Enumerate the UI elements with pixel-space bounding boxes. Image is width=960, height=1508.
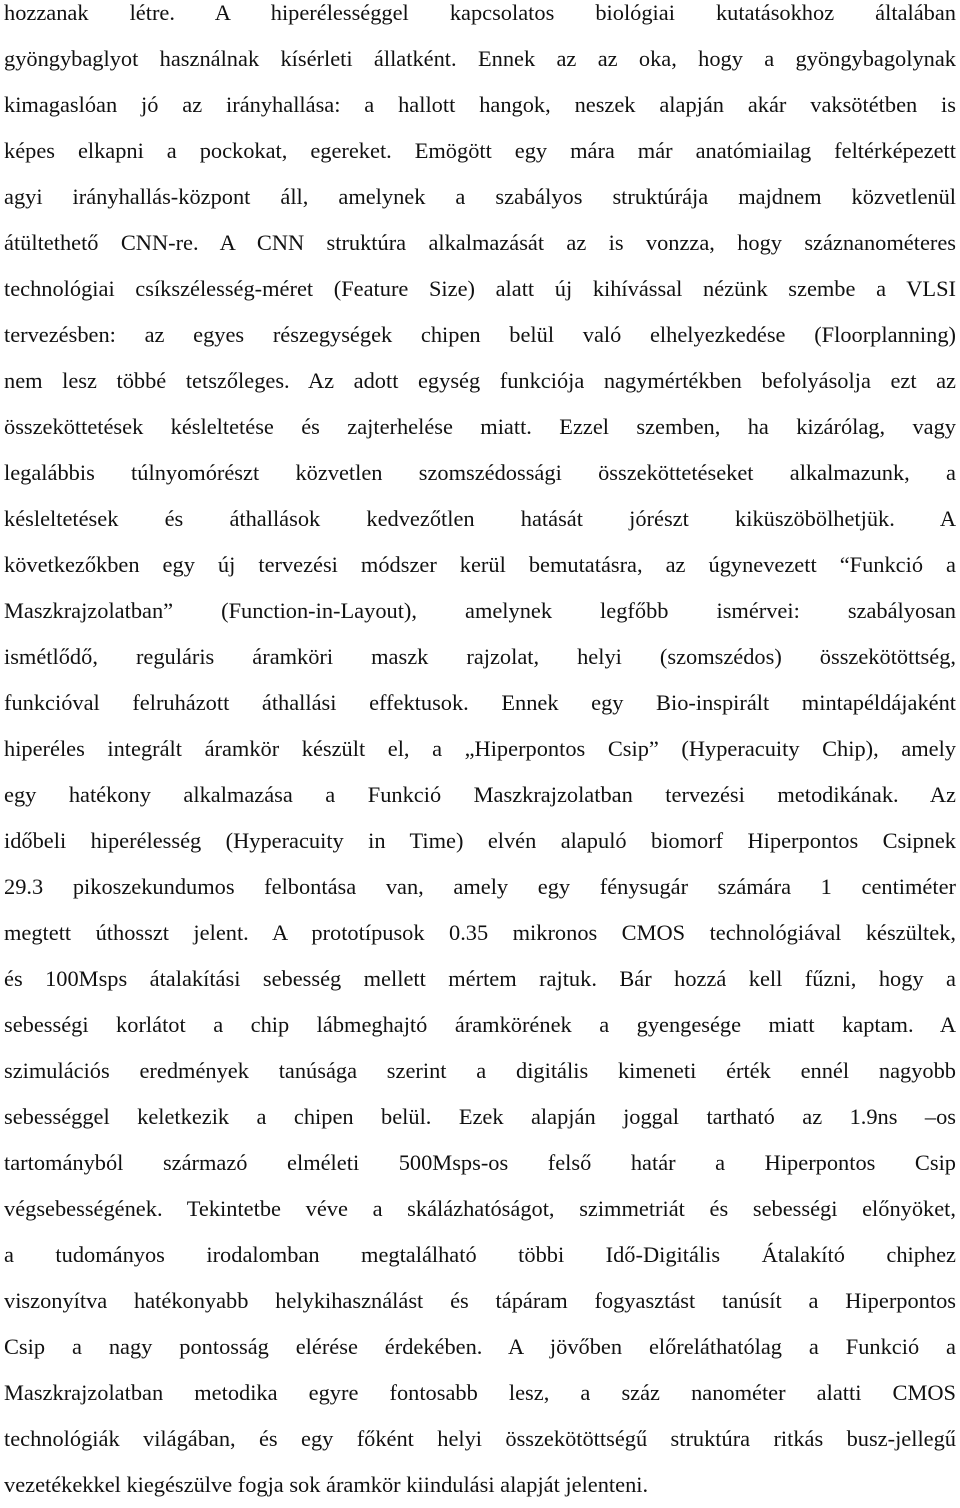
text-line: sebességi korlátot a chip lábmeghajtó áramkörének a gyengesége miatt kaptam. A (4, 1012, 956, 1037)
text-line: egy hatékony alkalmazása a Funkció Maszkrajzolatban tervezési metodikának. Az (4, 782, 956, 807)
text-line: technológiai csíkszélesség-méret (Feature Size) alatt új kihívással nézünk szembe a VLSI (4, 276, 956, 301)
text-line: tervezésben: az egyes részegységek chipen belül való elhelyezkedése (Floorplanning) (4, 322, 956, 347)
text-line: Maszkrajzolatban” (Function-in-Layout), amelynek legfőbb ismérvei: szabályosan (4, 598, 956, 623)
text-line: és 100Msps átalakítási sebesség mellett mértem rajtuk. Bár hozzá kell fűzni, hogy a (4, 966, 956, 991)
text-line: szimulációs eredmények tanúsága szerint a digitális kimeneti érték ennél nagyobb (4, 1058, 956, 1083)
text-line: átültethető CNN-re. A CNN struktúra alkalmazását az is vonzza, hogy száznanométeres (4, 230, 956, 255)
text-line: késleltetések és áthallások kedvezőtlen hatását jórészt kiküszöbölhetjük. A (4, 506, 956, 531)
text-line: gyöngybaglyot használnak kísérleti állatként. Ennek az az oka, hogy a gyöngybagolynak (4, 46, 956, 71)
text-line: képes elkapni a pockokat, egereket. Emögött egy mára már anatómiailag feltérképezett (4, 138, 956, 163)
text-line: vezetékekkel kiegészülve fogja sok áramkör kiindulási alapját jelenteni. (4, 1472, 649, 1497)
text-line: kimagaslóan jó az irányhallása: a hallott hangok, neszek alapján akár vaksötétben is (4, 92, 956, 117)
text-line: ismétlődő, reguláris áramköri maszk rajzolat, helyi (szomszédos) összekötöttség, (4, 644, 956, 669)
text-line: sebességgel keletkezik a chipen belül. Ezek alapján joggal tartható az 1.9ns –os (4, 1104, 956, 1129)
text-line: a tudományos irodalomban megtalálható többi Idő-Digitális Átalakító chiphez (4, 1242, 956, 1267)
text-line: viszonyítva hatékonyabb helykihasználást és tápáram fogyasztást tanúsít a Hiperpontos (4, 1288, 956, 1313)
text-line: végsebességének. Tekintetbe véve a skálázhatóságot, szimmetriát és sebességi előnyöket, (4, 1196, 956, 1221)
text-line: hozzanak létre. A hiperélességgel kapcsolatos biológiai kutatásokhoz általában (4, 0, 956, 25)
text-line: technológiák világában, és egy főként helyi összekötöttségű struktúra ritkás busz-jellegű (4, 1426, 956, 1451)
text-line: hiperéles integrált áramkör készült el, a „Hiperpontos Csip” (Hyperacuity Chip), amely (4, 736, 956, 761)
body-paragraph (4, 0, 956, 1508)
text-line: Maszkrajzolatban metodika egyre fontosabb lesz, a száz nanométer alatti CMOS (4, 1380, 956, 1405)
text-line: agyi irányhallás-központ áll, amelynek a szabályos struktúrája majdnem közvetlenül (4, 184, 956, 209)
text-line: funkcióval felruházott áthallási effektusok. Ennek egy Bio-inspirált mintapéldájaként (4, 690, 956, 715)
text-line: Csip a nagy pontosság elérése érdekében. A jövőben előreláthatólag a Funkció a (4, 1334, 956, 1359)
text-line: 29.3 pikoszekundumos felbontása van, amely egy fénysugár számára 1 centiméter (4, 874, 956, 899)
text-line: időbeli hiperélesség (Hyperacuity in Time) elvén alapuló biomorf Hiperpontos Csipnek (4, 828, 956, 853)
text-line: legalábbis túlnyomórészt közvetlen szomszédossági összeköttetéseket alkalmazunk, a (4, 460, 956, 485)
text-line: következőkben egy új tervezési módszer kerül bemutatásra, az úgynevezett “Funkció a (4, 552, 956, 577)
document-page (4, 0, 956, 1508)
text-line: összeköttetések késleltetése és zajterhelése miatt. Ezzel szemben, ha kizárólag, vagy (4, 414, 956, 439)
text-line: tartományból származó elméleti 500Msps-os felső határ a Hiperpontos Csip (4, 1150, 956, 1175)
text-line: megtett úthosszt jelent. A prototípusok 0.35 mikronos CMOS technológiával készültek, (4, 920, 956, 945)
text-line: nem lesz többé tetszőleges. Az adott egység funkciója nagymértékben befolyásolja ezt az (4, 368, 956, 393)
